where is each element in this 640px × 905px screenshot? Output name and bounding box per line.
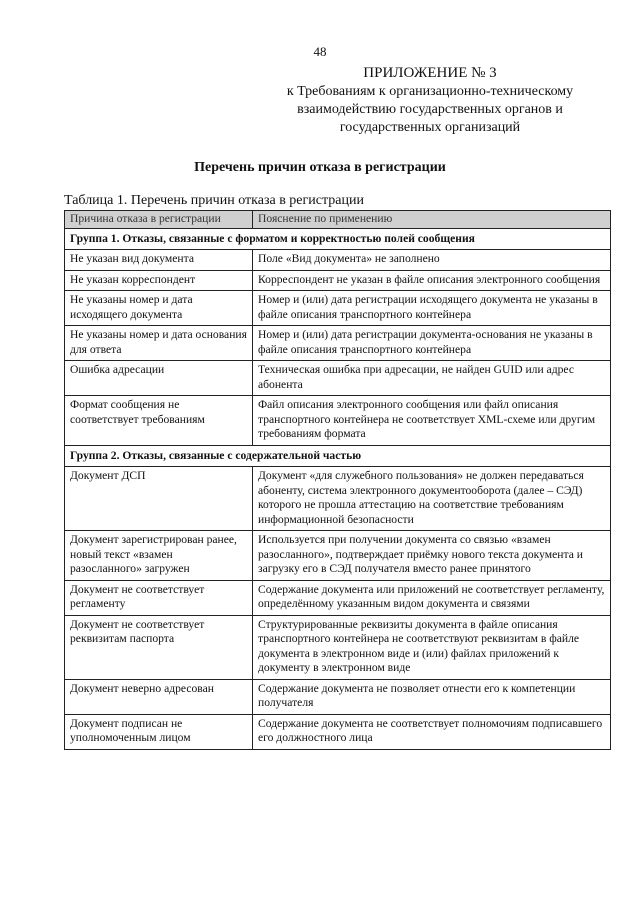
reason-cell: Не указаны номер и дата исходящего документа	[65, 291, 253, 326]
appendix-title: ПРИЛОЖЕНИЕ № 3	[363, 65, 497, 81]
explanation-cell: Поле «Вид документа» не заполнено	[253, 250, 611, 271]
reason-cell: Не указаны номер и дата основания для ответа	[65, 326, 253, 361]
explanation-cell: Документ «для служебного пользования» не должен передаваться абоненту, система электронного документооборота (далее – СЭД) которого не прошла аттестацию на соответствие требованиям информационной безопасности	[253, 467, 611, 531]
explanation-cell: Содержание документа или приложений не соответствует регламенту, определённому указанным видом документа и связями	[253, 580, 611, 615]
appendix-header	[250, 64, 610, 137]
table-row	[65, 580, 611, 615]
appendix-line: к Требованиям к организационно-техническому	[286, 84, 574, 99]
explanation-cell: Техническая ошибка при адресации, не найден GUID или адрес абонента	[253, 361, 611, 396]
table-row	[65, 396, 611, 446]
table-row	[65, 326, 611, 361]
reason-cell: Не указан вид документа	[65, 250, 253, 271]
reasons-table	[64, 210, 611, 750]
reason-cell: Документ не соответствует регламенту	[65, 580, 253, 615]
table-row	[65, 531, 611, 581]
table-row	[65, 679, 611, 714]
table-row	[65, 615, 611, 679]
explanation-cell: Используется при получении документа со связью «взамен разосланного», подтверждает приёмку нового текста документа и загрузку его в СЭД получателя вместо ранее принятого	[253, 531, 611, 581]
page-number: 48	[313, 44, 327, 59]
explanation-cell: Структурированные реквизиты документа в файле описания транспортного контейнера не соответствуют реквизитам в файле документа в электронном виде и (или) файлах приложений к документу в электронном виде	[253, 615, 611, 679]
table-header-row	[65, 211, 611, 229]
table-row	[65, 270, 611, 291]
reason-cell: Не указан корреспондент	[65, 270, 253, 291]
explanation-cell: Номер и (или) дата регистрации исходящего документа не указаны в файле описания транспортного контейнера	[253, 291, 611, 326]
reason-cell: Формат сообщения не соответствует требованиям	[65, 396, 253, 446]
table-row	[65, 467, 611, 531]
group-title: Группа 2. Отказы, связанные с содержательной частью	[65, 445, 611, 467]
explanation-cell: Содержание документа не позволяет отнести его к компетенции получателя	[253, 679, 611, 714]
appendix-line: государственных организаций	[339, 120, 521, 135]
reason-cell: Документ не соответствует реквизитам паспорта	[65, 615, 253, 679]
column-header-reason: Причина отказа в регистрации	[65, 211, 253, 229]
reason-cell: Документ ДСП	[65, 467, 253, 531]
appendix-line: взаимодействию государственных органов и	[297, 102, 563, 117]
table-row	[65, 714, 611, 749]
reason-cell: Ошибка адресации	[65, 361, 253, 396]
table-row	[65, 250, 611, 271]
group-row	[65, 445, 611, 467]
table-row	[65, 291, 611, 326]
column-header-explanation: Пояснение по применению	[253, 211, 611, 229]
table-row	[65, 361, 611, 396]
explanation-cell: Номер и (или) дата регистрации документа-основания не указаны в файле описания транспортного контейнера	[253, 326, 611, 361]
table-caption: Таблица 1. Перечень причин отказа в регистрации	[64, 193, 364, 208]
group-title: Группа 1. Отказы, связанные с форматом и корректностью полей сообщения	[65, 228, 611, 250]
reason-cell: Документ зарегистрирован ранее, новый текст «взамен разосланного» загружен	[65, 531, 253, 581]
reason-cell: Документ неверно адресован	[65, 679, 253, 714]
explanation-cell: Содержание документа не соответствует полномочиям подписавшего его должностного лица	[253, 714, 611, 749]
explanation-cell: Файл описания электронного сообщения или файл описания транспортного контейнера не соответствует XML-схеме или другим требованиям формата	[253, 396, 611, 446]
reason-cell: Документ подписан не уполномоченным лицом	[65, 714, 253, 749]
group-row	[65, 228, 611, 250]
document-title: Перечень причин отказа в регистрации	[194, 160, 446, 175]
explanation-cell: Корреспондент не указан в файле описания электронного сообщения	[253, 270, 611, 291]
